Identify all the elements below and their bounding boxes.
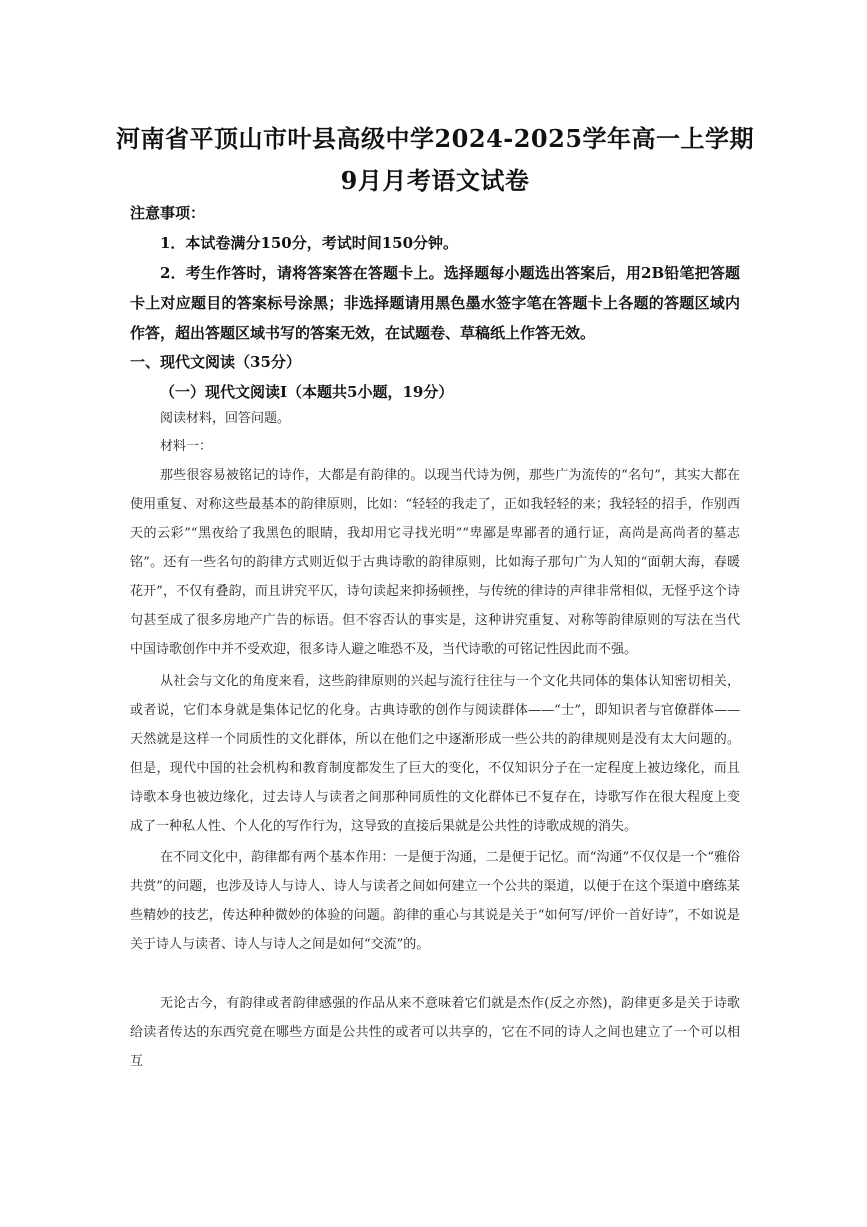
reading-instruction: 阅读材料，回答问题。 bbox=[160, 411, 291, 426]
material-label: 材料一： bbox=[160, 439, 213, 454]
notice-item-1: 1．本试卷满分150分，考试时间150分钟。 bbox=[160, 234, 459, 252]
section-title: 一、现代文阅读（35分） bbox=[130, 353, 301, 371]
paragraph-3: 在不同文化中，韵律都有两个基本作用：一是便于沟通，二是便于记忆。而“沟通”不仅仅是一个“雅俗共赏”的问题，也涉及诗人与诗人、诗人与读者之间如何建立一个公共的渠道，以便于在这个渠道中磨练某些精妙的技艺，传达种种微妙的体验的问题。韵律的重心与其说是关于“如何写/评价一首好诗”，不如说是关于诗人与读者、诗人与诗人之间是如何“交流”的。 bbox=[130, 850, 740, 952]
paragraph-4: 无论古今，有韵律或者韵律感强的作品从来不意味着它们就是杰作(反之亦然)，韵律更多是关于诗歌给读者传达的东西究竟在哪些方面是公共性的或者可以共享的，它在不同的诗人之间也建立了一个可以相互 bbox=[130, 996, 740, 1069]
paragraph-1: 那些很容易被铭记的诗作，大都是有韵律的。以现当代诗为例，那些广为流传的“名句”，其实大都在使用重复、对称这些最基本的韵律原则，比如：“轻轻的我走了，正如我轻轻的来；我轻轻的招手，作别西天的云彩”“黑夜给了我黑色的眼睛，我却用它寻找光明”“卑鄙是卑鄙者的通行证，高尚是高尚者的墓志铭”。还有一些名句的韵律方式则近似于古典诗歌的韵律原则，比如海子那句广为人知的“面朝大海，春暖花开”，不仅有叠韵，而且讲究平仄，诗句读起来抑扬顿挫，与传统的律诗的声律非常相似，无怪乎这个诗句甚至成了很多房地产广告的标语。但不容否认的事实是，这种讲究重复、对称等韵律原则的写法在当代中国诗歌创作中并不受欢迎，很多诗人避之唯恐不及，当代诗歌的可铭记性因此而不强。 bbox=[130, 468, 740, 657]
notice-item-2: 2．考生作答时，请将答案答在答题卡上。选择题每小题选出答案后，用2B铅笔把答题卡上对应题目的答案标号涂黑；非选择题请用黑色墨水签字笔在答题卡上各题的答题区域内作答，超出答题区域书写的答案无效，在试题卷、草稿纸上作答无效。 bbox=[130, 264, 740, 342]
exam-title: 河南省平顶山市叶县高级中学2024-2025学年高一上学期9月月考语文试卷 bbox=[115, 124, 755, 195]
subsection-title: （一）现代文阅读Ⅰ（本题共5小题，19分） bbox=[160, 383, 454, 401]
paragraph-2: 从社会与文化的角度来看，这些韵律原则的兴起与流行往往与一个文化共同体的集体认知密切相关，或者说，它们本身就是集体记忆的化身。古典诗歌的创作与阅读群体——“士”，即知识者与官僚群体——天然就是这样一个同质性的文化群体，所以在他们之中逐渐形成一些公共的韵律规则是没有太大问题的。但是，现代中国的社会机构和教育制度都发生了巨大的变化，不仅知识分子在一定程度上被边缘化，而且诗歌本身也被边缘化，过去诗人与读者之间那种同质性的文化群体已不复存在，诗歌写作在很大程度上变成了一种私人性、个人化的写作行为，这导致的直接后果就是公共性的诗歌成规的消失。 bbox=[130, 674, 740, 834]
notice-heading: 注意事项： bbox=[130, 204, 206, 222]
